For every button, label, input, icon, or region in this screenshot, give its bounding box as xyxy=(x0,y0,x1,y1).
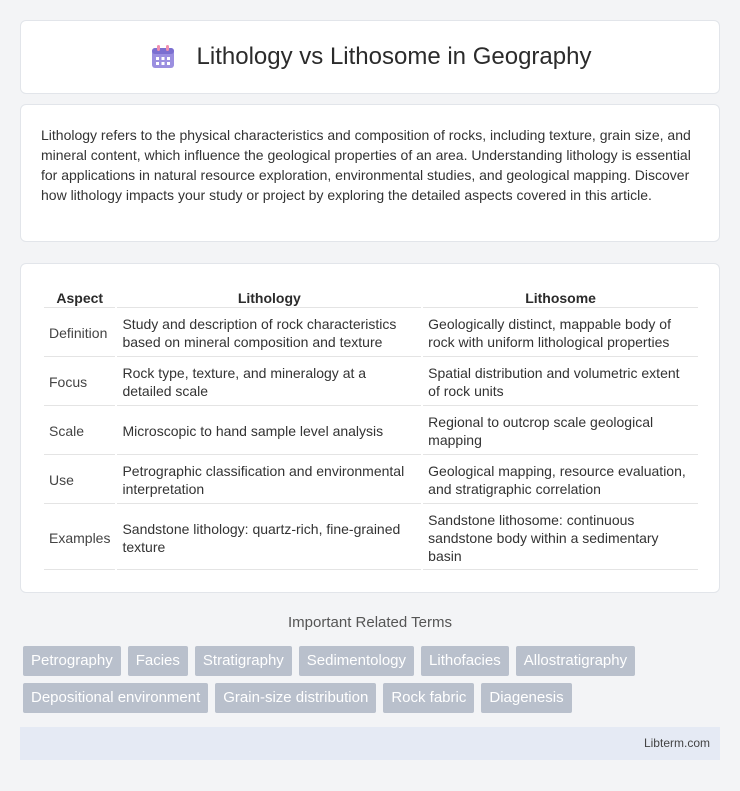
tag-grain-size-distribution[interactable]: Grain-size distribution xyxy=(215,683,376,713)
related-terms-title: Important Related Terms xyxy=(288,614,452,631)
footer xyxy=(20,727,720,760)
row-aspect: Scale xyxy=(44,408,115,455)
footer-brand-link[interactable]: Libterm.com xyxy=(643,736,710,750)
intro-card xyxy=(20,104,720,242)
page-title: Lithology vs Lithosome in Geography xyxy=(196,43,592,70)
row-lithology: Microscopic to hand sample level analysis xyxy=(117,408,421,455)
row-lithology: Rock type, texture, and mineralogy at a detailed scale xyxy=(117,359,421,406)
header-lithology: Lithology xyxy=(117,286,421,308)
row-lithology: Petrographic classification and environmental interpretation xyxy=(117,457,421,504)
row-aspect: Examples xyxy=(44,506,115,570)
row-lithosome: Geological mapping, resource evaluation, and stratigraphic correlation xyxy=(423,457,698,504)
row-lithosome: Geologically distinct, mappable body of rock with uniform lithological properties xyxy=(423,310,698,357)
comparison-table xyxy=(42,284,700,572)
table-row xyxy=(44,506,698,570)
tag-depositional-environment[interactable]: Depositional environment xyxy=(23,683,208,713)
table-row xyxy=(44,359,698,406)
table-row xyxy=(44,310,698,357)
tag-rock-fabric[interactable]: Rock fabric xyxy=(383,683,474,713)
table-row xyxy=(44,408,698,455)
related-terms-list xyxy=(23,646,723,713)
tag-allostratigraphy[interactable]: Allostratigraphy xyxy=(516,646,635,676)
row-lithosome: Regional to outcrop scale geological mapping xyxy=(423,408,698,455)
tag-facies[interactable]: Facies xyxy=(128,646,188,676)
tag-petrography[interactable]: Petrography xyxy=(23,646,121,676)
intro-paragraph: Lithology refers to the physical characteristics and composition of rocks, including texture, grain size, and mineral content, which influence the geological properties of an area. Understanding lithology is essential for applications in natural resource exploration, environmental studies, and geological mapping. Discover how lithology impacts your study or project by exploring the detailed aspects covered in this article. xyxy=(41,127,691,203)
tag-lithofacies[interactable]: Lithofacies xyxy=(421,646,509,676)
tag-diagenesis[interactable]: Diagenesis xyxy=(481,683,571,713)
row-lithosome: Spatial distribution and volumetric extent of rock units xyxy=(423,359,698,406)
row-lithology: Sandstone lithology: quartz-rich, fine-grained texture xyxy=(117,506,421,570)
header-aspect: Aspect xyxy=(44,286,115,308)
row-aspect: Definition xyxy=(44,310,115,357)
title-card xyxy=(20,20,720,94)
row-lithology: Study and description of rock characteristics based on mineral composition and texture xyxy=(117,310,421,357)
table-row xyxy=(44,457,698,504)
tag-stratigraphy[interactable]: Stratigraphy xyxy=(195,646,292,676)
comparison-card xyxy=(20,263,720,593)
calendar-icon xyxy=(149,43,177,71)
tag-sedimentology[interactable]: Sedimentology xyxy=(299,646,414,676)
row-lithosome: Sandstone lithosome: continuous sandstone body within a sedimentary basin xyxy=(423,506,698,570)
header-lithosome: Lithosome xyxy=(423,286,698,308)
table-header-row xyxy=(44,286,698,308)
row-aspect: Use xyxy=(44,457,115,504)
row-aspect: Focus xyxy=(44,359,115,406)
